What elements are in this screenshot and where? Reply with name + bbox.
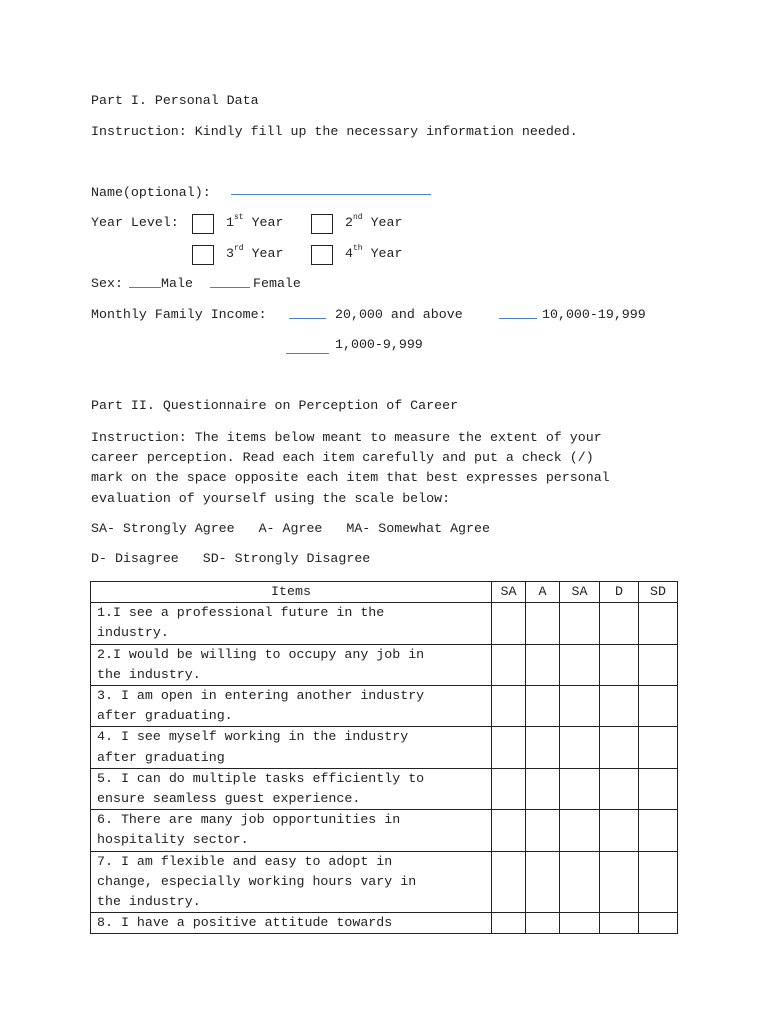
check-cell-a[interactable] [526,686,560,727]
check-cell-ma[interactable] [560,851,600,913]
check-cell-d[interactable] [600,727,639,768]
check-cell-d[interactable] [600,810,639,851]
check-cell-a[interactable] [526,644,560,685]
sex-female-line[interactable] [210,277,250,288]
header-items: Items [91,582,492,603]
check-cell-sd[interactable] [639,851,678,913]
item-line: the industry. [97,666,201,682]
item-line: 6. There are many job opportunities in [97,812,401,828]
table-header-row [91,582,678,603]
income-label: Monthly Family Income: [91,307,267,322]
instruction-line: evaluation of yourself using the scale below: [91,490,451,506]
check-cell-ma[interactable] [560,644,600,685]
part1-instruction: Instruction: Kindly fill up the necessary information needed. [91,124,578,139]
check-cell-d[interactable] [600,644,639,685]
check-cell-ma[interactable] [560,686,600,727]
item-text [91,851,492,913]
check-cell-ma[interactable] [560,913,600,934]
part2-title: Part II. Questionnaire on Perception of Career [91,398,459,413]
item-line: ensure seamless guest experience. [97,791,361,807]
item-text [91,913,492,934]
check-cell-a[interactable] [526,768,560,809]
table-row [91,851,678,913]
item-line: 1.I see a professional future in the [97,605,385,621]
scale-legend-line-2: D- Disagree SD- Strongly Disagree [91,551,371,566]
year-3-checkbox[interactable] [192,245,214,265]
item-line: hospitality sector. [97,832,249,848]
income-option-1-line[interactable] [289,308,326,319]
year-2-label: 2nd Year [345,213,403,230]
item-line: the industry. [97,894,201,910]
check-cell-ma[interactable] [560,727,600,768]
item-line: industry. [97,625,169,641]
check-cell-a[interactable] [526,810,560,851]
item-line: 8. I have a positive attitude towards [97,915,393,931]
income-option-1-label: 20,000 and above [335,307,463,322]
item-text [91,603,492,644]
instruction-line: mark on the space opposite each item that best expresses personal [91,470,610,486]
check-cell-ma[interactable] [560,810,600,851]
header-ma: SA [560,582,600,603]
check-cell-d[interactable] [600,686,639,727]
sex-male-label: Male [161,276,193,291]
income-option-3-label: 1,000-9,999 [335,337,423,352]
item-text [91,727,492,768]
check-cell-sd[interactable] [639,810,678,851]
name-label: Name(optional): [91,185,211,200]
item-line: 7. I am flexible and easy to adopt in [97,853,393,869]
check-cell-ma[interactable] [560,768,600,809]
item-line: change, especially working hours vary in [97,873,417,889]
item-line: after graduating [97,749,225,765]
item-text [91,686,492,727]
check-cell-sa[interactable] [492,810,526,851]
year-level-label: Year Level: [91,215,179,230]
sex-female-label: Female [253,276,301,291]
item-line: 5. I can do multiple tasks efficiently to [97,770,425,786]
year-3-label: 3rd Year [226,244,284,261]
name-input-line[interactable] [231,184,431,195]
item-line: after graduating. [97,708,233,724]
part2-instruction [91,428,691,509]
year-4-checkbox[interactable] [311,245,333,265]
check-cell-sd[interactable] [639,727,678,768]
income-option-2-label: 10,000-19,999 [542,307,646,322]
income-option-2-line[interactable] [499,308,537,319]
check-cell-sd[interactable] [639,686,678,727]
income-option-3-line[interactable] [286,343,329,354]
perception-table [90,581,678,934]
item-text [91,768,492,809]
year-4-label: 4th Year [345,244,403,261]
item-line: 4. I see myself working in the industry [97,729,409,745]
item-text [91,644,492,685]
check-cell-d[interactable] [600,851,639,913]
check-cell-a[interactable] [526,727,560,768]
check-cell-a[interactable] [526,851,560,913]
table-row [91,810,678,851]
year-2-checkbox[interactable] [311,214,333,234]
scale-legend-line-1: SA- Strongly Agree A- Agree MA- Somewhat Agree [91,521,490,536]
header-sa: SA [492,582,526,603]
item-line: 2.I would be willing to occupy any job in [97,646,425,662]
check-cell-sa[interactable] [492,851,526,913]
part1-title: Part I. Personal Data [91,93,259,108]
check-cell-d[interactable] [600,603,639,644]
check-cell-sa[interactable] [492,644,526,685]
year-1-label: 1st Year [226,213,284,230]
year-1-checkbox[interactable] [192,214,214,234]
check-cell-a[interactable] [526,913,560,934]
check-cell-d[interactable] [600,768,639,809]
header-d: D [600,582,639,603]
instruction-line: career perception. Read each item carefully and put a check (/) [91,450,594,466]
table-row [91,603,678,644]
instruction-line: Instruction: The items below meant to measure the extent of your [91,430,602,445]
header-sd: SD [639,582,678,603]
check-cell-sd[interactable] [639,644,678,685]
check-cell-sd[interactable] [639,603,678,644]
sex-male-line[interactable] [129,277,161,288]
item-text [91,810,492,851]
table-row [91,768,678,809]
check-cell-a[interactable] [526,603,560,644]
check-cell-ma[interactable] [560,603,600,644]
check-cell-sa[interactable] [492,603,526,644]
check-cell-sa[interactable] [492,913,526,934]
check-cell-sa[interactable] [492,686,526,727]
sex-label: Sex: [91,276,123,291]
item-line: 3. I am open in entering another industry [97,688,425,704]
name-field-label [91,185,211,201]
check-cell-sa[interactable] [492,768,526,809]
check-cell-d[interactable] [600,913,639,934]
check-cell-sa[interactable] [492,727,526,768]
table-row [91,686,678,727]
table-row [91,727,678,768]
header-a: A [526,582,560,603]
table-row [91,913,678,934]
check-cell-sd[interactable] [639,913,678,934]
table-row [91,644,678,685]
check-cell-sd[interactable] [639,768,678,809]
